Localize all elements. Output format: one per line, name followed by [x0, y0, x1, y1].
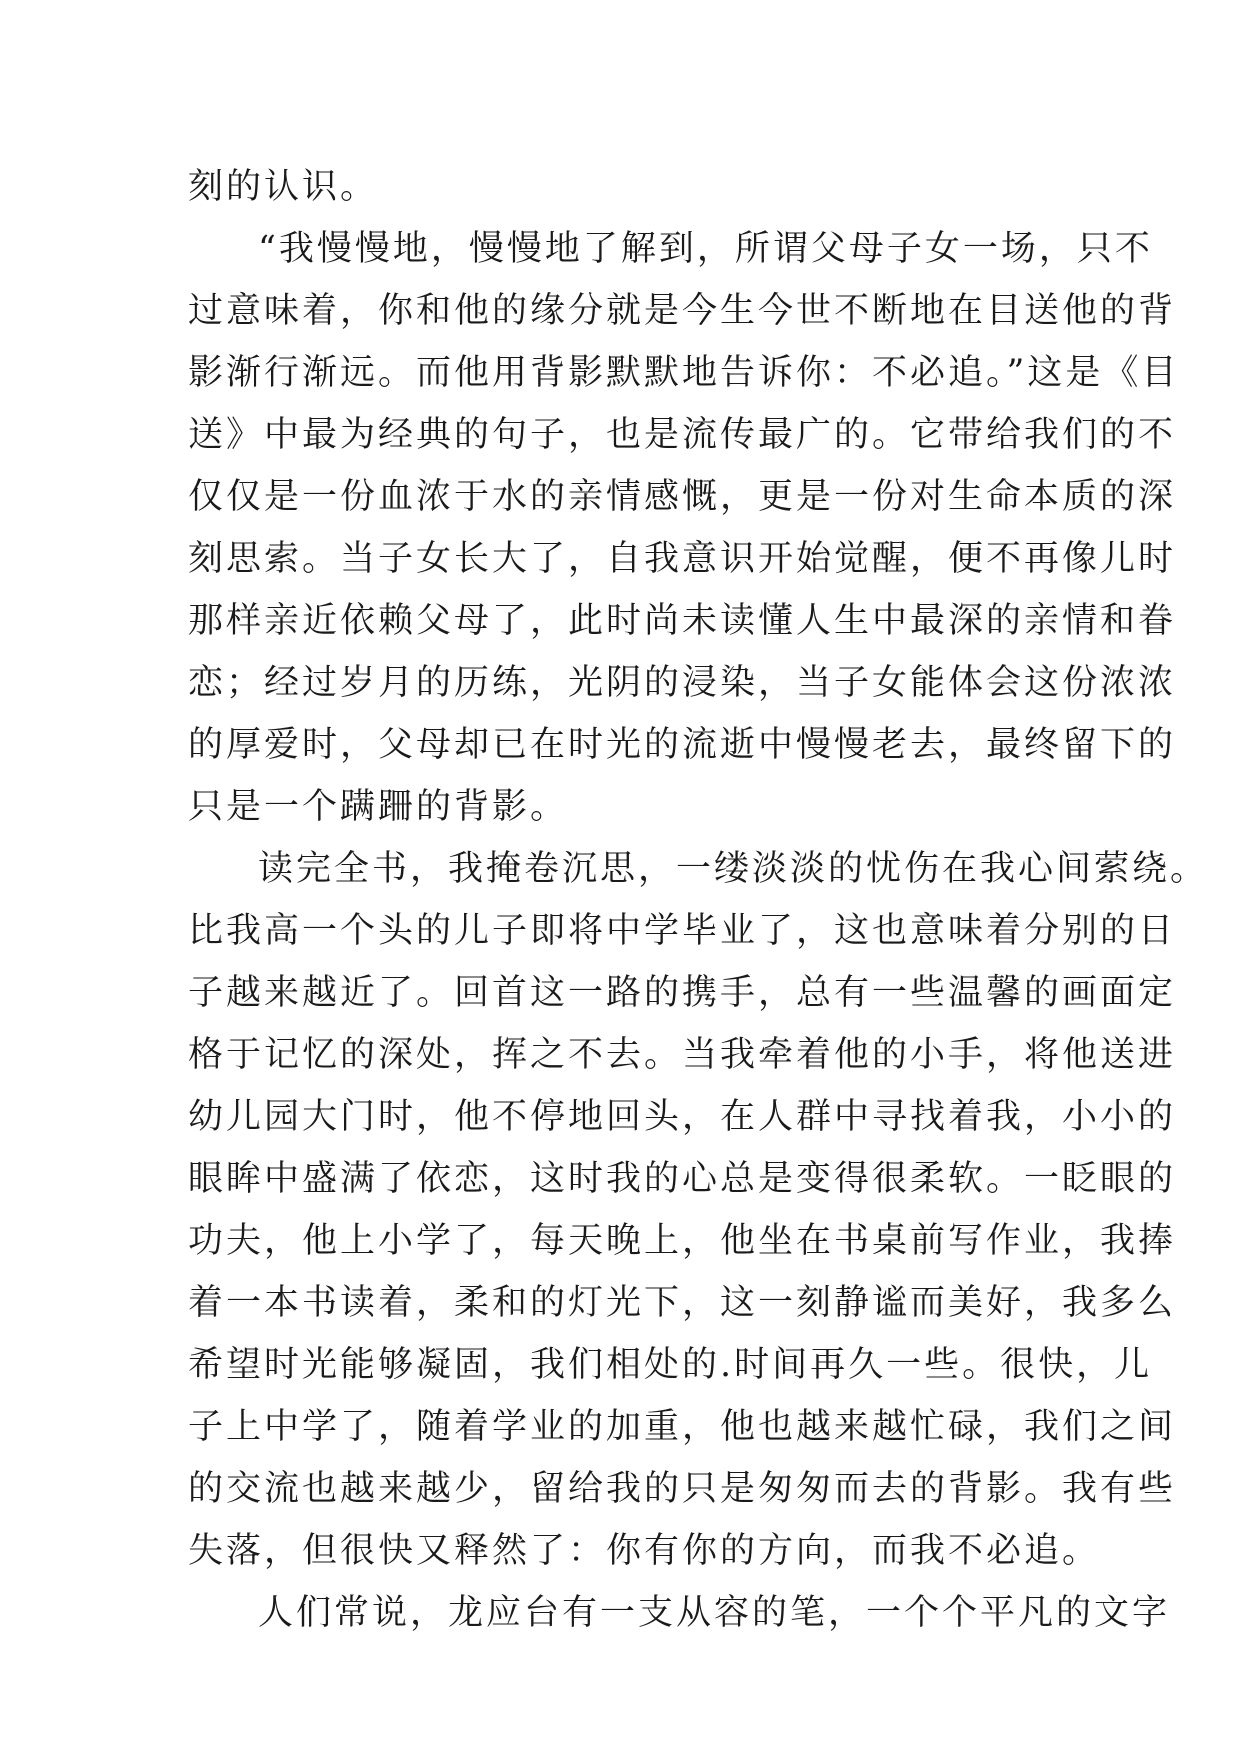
- text-line: 功夫，他上小学了，每天晚上，他坐在书桌前写作业，我捧: [188, 1221, 1177, 1261]
- text-line: 比我高一个头的儿子即将中学毕业了，这也意味着分别的日: [188, 911, 1177, 951]
- text-line: 格于记忆的深处，挥之不去。当我牵着他的小手，将他送进: [188, 1035, 1177, 1075]
- text-line: 眼眸中盛满了依恋，这时我的心总是变得很柔软。一眨眼的: [188, 1159, 1177, 1199]
- text-line: “我慢慢地，慢慢地了解到，所谓父母子女一场，只不: [258, 229, 1153, 269]
- text-line: 刻思索。当子女长大了，自我意识开始觉醒，便不再像儿时: [188, 539, 1177, 579]
- text-line: 幼儿园大门时，他不停地回头，在人群中寻找着我，小小的: [188, 1097, 1177, 1137]
- document-body: [188, 156, 1209, 1644]
- text-line: 过意味着，你和他的缘分就是今生今世不断地在目送他的背: [188, 291, 1177, 331]
- text-line: 影渐行渐远。而他用背影默默地告诉你：不必追。”这是《目: [188, 353, 1180, 393]
- text-line: 那样亲近依赖父母了，此时尚未读懂人生中最深的亲情和眷: [188, 601, 1177, 641]
- text-line: 仅仅是一份血浓于水的亲情感慨，更是一份对生命本质的深: [188, 477, 1177, 517]
- text-line: 的交流也越来越少，留给我的只是匆匆而去的背影。我有些: [188, 1469, 1177, 1509]
- text-line: 送》中最为经典的句子，也是流传最广的。它带给我们的不: [188, 415, 1177, 455]
- text-line: 的厚爱时，父母却已在时光的流逝中慢慢老去，最终留下的: [188, 725, 1177, 765]
- text-line: 希望时光能够凝固，我们相处的.时间再久一些。很快，儿: [188, 1345, 1153, 1385]
- text-line: 子上中学了，随着学业的加重，他也越来越忙碌，我们之间: [188, 1407, 1177, 1447]
- text-line: 着一本书读着，柔和的灯光下，这一刻静谧而美好，我多么: [188, 1283, 1177, 1323]
- text-line: 子越来越近了。回首这一路的携手，总有一些温馨的画面定: [188, 973, 1177, 1013]
- text-line: 刻的认识。: [188, 167, 379, 207]
- text-line: 失落，但很快又释然了：你有你的方向，而我不必追。: [188, 1531, 1101, 1571]
- text-line: 人们常说，龙应台有一支从容的笔，一个个平凡的文字: [258, 1593, 1171, 1633]
- text-line: 恋；经过岁月的历练，光阴的浸染，当子女能体会这份浓浓: [188, 663, 1177, 703]
- text-line: 只是一个蹒跚的背影。: [188, 787, 569, 827]
- text-line: 读完全书，我掩卷沉思，一缕淡淡的忧伤在我心间萦绕。: [258, 849, 1209, 889]
